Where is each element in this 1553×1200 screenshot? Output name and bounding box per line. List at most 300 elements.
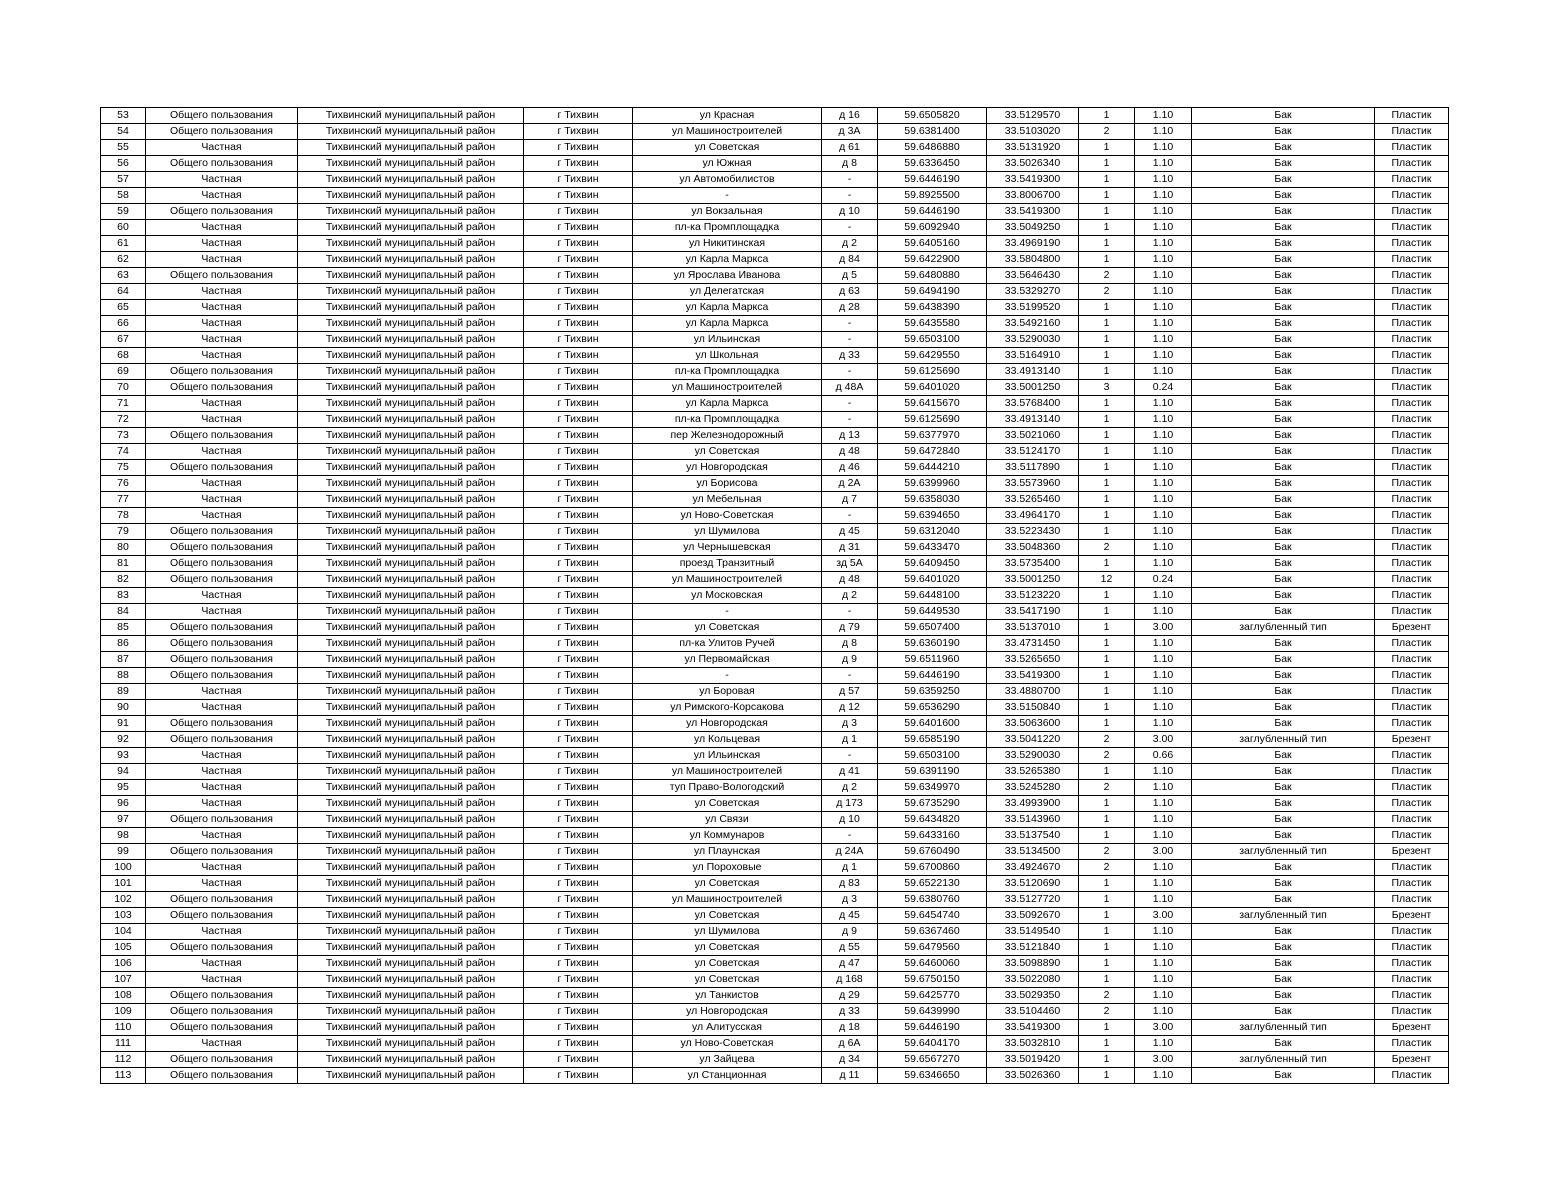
container-count-cell: 1 [1079,636,1135,652]
container-volume-cell: 3.00 [1135,732,1192,748]
settlement-cell: г Тихвин [524,620,633,636]
row-number-cell: 58 [101,188,146,204]
container-volume-cell: 3.00 [1135,844,1192,860]
container-volume-cell: 1.10 [1135,812,1192,828]
latitude-cell: 59.6511960 [878,652,987,668]
table-row [101,940,1449,956]
material-cell: Пластик [1375,876,1449,892]
row-number-cell: 56 [101,156,146,172]
ownership-type-cell: Частная [146,316,298,332]
container-count-cell: 2 [1079,124,1135,140]
container-type-cell: Бак [1192,156,1375,172]
container-count-cell: 1 [1079,476,1135,492]
settlement-cell: г Тихвин [524,1020,633,1036]
latitude-cell: 59.6438390 [878,300,987,316]
container-volume-cell: 1.10 [1135,124,1192,140]
latitude-cell: 59.6415670 [878,396,987,412]
container-count-cell: 1 [1079,316,1135,332]
table-row [101,732,1449,748]
longitude-cell: 33.5804800 [987,252,1079,268]
settlement-cell: г Тихвин [524,204,633,220]
longitude-cell: 33.5137540 [987,828,1079,844]
material-cell: Пластик [1375,556,1449,572]
ownership-type-cell: Частная [146,508,298,524]
ownership-type-cell: Частная [146,300,298,316]
longitude-cell: 33.5164910 [987,348,1079,364]
material-cell: Пластик [1375,796,1449,812]
ownership-type-cell: Частная [146,604,298,620]
street-cell: ул Советская [633,620,822,636]
material-cell: Пластик [1375,204,1449,220]
ownership-type-cell: Частная [146,956,298,972]
container-count-cell: 1 [1079,188,1135,204]
house-cell: д 16 [822,108,878,124]
container-count-cell: 2 [1079,732,1135,748]
table-row [101,892,1449,908]
table-row [101,828,1449,844]
container-type-cell: Бак [1192,572,1375,588]
material-cell: Пластик [1375,700,1449,716]
street-cell: ул Ильинская [633,748,822,764]
house-cell: д 7 [822,492,878,508]
row-number-cell: 72 [101,412,146,428]
settlement-cell: г Тихвин [524,540,633,556]
longitude-cell: 33.5417190 [987,604,1079,620]
ownership-type-cell: Частная [146,332,298,348]
latitude-cell: 59.6446190 [878,1020,987,1036]
house-cell: д 28 [822,300,878,316]
container-volume-cell: 1.10 [1135,348,1192,364]
latitude-cell: 59.6433470 [878,540,987,556]
row-number-cell: 55 [101,140,146,156]
longitude-cell: 33.5646430 [987,268,1079,284]
container-volume-cell: 1.10 [1135,476,1192,492]
settlement-cell: г Тихвин [524,940,633,956]
container-type-cell: Бак [1192,604,1375,620]
row-number-cell: 110 [101,1020,146,1036]
house-cell: - [822,828,878,844]
longitude-cell: 33.5001250 [987,572,1079,588]
container-count-cell: 1 [1079,236,1135,252]
district-cell: Тихвинский муниципальный район [298,796,524,812]
ownership-type-cell: Общего пользования [146,572,298,588]
latitude-cell: 59.6760490 [878,844,987,860]
container-volume-cell: 1.10 [1135,684,1192,700]
street-cell: ул Советская [633,876,822,892]
container-count-cell: 2 [1079,844,1135,860]
container-volume-cell: 0.24 [1135,380,1192,396]
container-count-cell: 1 [1079,524,1135,540]
ownership-type-cell: Частная [146,140,298,156]
container-count-cell: 1 [1079,140,1135,156]
ownership-type-cell: Частная [146,700,298,716]
table-row [101,188,1449,204]
ownership-type-cell: Частная [146,476,298,492]
row-number-cell: 63 [101,268,146,284]
street-cell: ул Южная [633,156,822,172]
table-row [101,172,1449,188]
container-count-cell: 1 [1079,204,1135,220]
latitude-cell: 59.6125690 [878,364,987,380]
district-cell: Тихвинский муниципальный район [298,396,524,412]
container-count-cell: 1 [1079,412,1135,428]
district-cell: Тихвинский муниципальный район [298,316,524,332]
container-type-cell: Бак [1192,636,1375,652]
street-cell: ул Ярослава Иванова [633,268,822,284]
house-cell: д 18 [822,1020,878,1036]
settlement-cell: г Тихвин [524,844,633,860]
ownership-type-cell: Частная [146,252,298,268]
district-cell: Тихвинский муниципальный район [298,1052,524,1068]
latitude-cell: 59.6377970 [878,428,987,444]
house-cell: д 3 [822,892,878,908]
longitude-cell: 33.5419300 [987,1020,1079,1036]
row-number-cell: 85 [101,620,146,636]
street-cell: ул Машиностроителей [633,572,822,588]
house-cell: - [822,220,878,236]
container-type-cell: Бак [1192,764,1375,780]
street-cell: ул Советская [633,956,822,972]
ownership-type-cell: Частная [146,828,298,844]
district-cell: Тихвинский муниципальный район [298,892,524,908]
longitude-cell: 33.5121840 [987,940,1079,956]
latitude-cell: 59.6401020 [878,380,987,396]
container-volume-cell: 1.10 [1135,220,1192,236]
row-number-cell: 97 [101,812,146,828]
latitude-cell: 59.6433160 [878,828,987,844]
material-cell: Пластик [1375,348,1449,364]
row-number-cell: 105 [101,940,146,956]
material-cell: Пластик [1375,1004,1449,1020]
material-cell: Пластик [1375,508,1449,524]
row-number-cell: 93 [101,748,146,764]
settlement-cell: г Тихвин [524,188,633,204]
latitude-cell: 59.6346650 [878,1068,987,1084]
table-row [101,124,1449,140]
row-number-cell: 96 [101,796,146,812]
house-cell: д 31 [822,540,878,556]
settlement-cell: г Тихвин [524,380,633,396]
house-cell: - [822,412,878,428]
container-type-cell: Бак [1192,748,1375,764]
ownership-type-cell: Частная [146,764,298,780]
row-number-cell: 80 [101,540,146,556]
row-number-cell: 86 [101,636,146,652]
longitude-cell: 33.4969190 [987,236,1079,252]
container-count-cell: 1 [1079,1052,1135,1068]
container-type-cell: Бак [1192,236,1375,252]
latitude-cell: 59.6567270 [878,1052,987,1068]
container-type-cell: заглубленный тип [1192,1052,1375,1068]
settlement-cell: г Тихвин [524,524,633,540]
container-volume-cell: 1.10 [1135,892,1192,908]
table-row [101,524,1449,540]
district-cell: Тихвинский муниципальный район [298,684,524,700]
street-cell: ул Плаунская [633,844,822,860]
material-cell: Пластик [1375,988,1449,1004]
latitude-cell: 59.6405160 [878,236,987,252]
longitude-cell: 33.5735400 [987,556,1079,572]
container-type-cell: Бак [1192,396,1375,412]
row-number-cell: 99 [101,844,146,860]
street-cell: ул Пороховые [633,860,822,876]
latitude-cell: 59.6444210 [878,460,987,476]
material-cell: Пластик [1375,476,1449,492]
material-cell: Пластик [1375,780,1449,796]
latitude-cell: 59.6505820 [878,108,987,124]
district-cell: Тихвинский муниципальный район [298,556,524,572]
district-cell: Тихвинский муниципальный район [298,1036,524,1052]
table-row [101,588,1449,604]
row-number-cell: 94 [101,764,146,780]
container-count-cell: 2 [1079,860,1135,876]
material-cell: Брезент [1375,844,1449,860]
ownership-type-cell: Частная [146,348,298,364]
row-number-cell: 69 [101,364,146,380]
row-number-cell: 78 [101,508,146,524]
ownership-type-cell: Общего пользования [146,1004,298,1020]
ownership-type-cell: Общего пользования [146,844,298,860]
house-cell: д 13 [822,428,878,444]
material-cell: Пластик [1375,892,1449,908]
row-number-cell: 76 [101,476,146,492]
table-row [101,300,1449,316]
street-cell: пл-ка Улитов Ручей [633,636,822,652]
longitude-cell: 33.4913140 [987,364,1079,380]
material-cell: Пластик [1375,812,1449,828]
street-cell: пл-ка Промплощадка [633,364,822,380]
container-type-cell: Бак [1192,588,1375,604]
table-row [101,1052,1449,1068]
container-type-cell: Бак [1192,540,1375,556]
container-volume-cell: 1.10 [1135,428,1192,444]
container-volume-cell: 3.00 [1135,1052,1192,1068]
district-cell: Тихвинский муниципальный район [298,636,524,652]
latitude-cell: 59.6401020 [878,572,987,588]
settlement-cell: г Тихвин [524,652,633,668]
container-volume-cell: 1.10 [1135,924,1192,940]
ownership-type-cell: Частная [146,748,298,764]
container-volume-cell: 1.10 [1135,108,1192,124]
row-number-cell: 113 [101,1068,146,1084]
ownership-type-cell: Частная [146,412,298,428]
container-count-cell: 1 [1079,796,1135,812]
district-cell: Тихвинский муниципальный район [298,300,524,316]
table-row [101,604,1449,620]
street-cell: проезд Транзитный [633,556,822,572]
container-count-cell: 1 [1079,588,1135,604]
material-cell: Пластик [1375,268,1449,284]
container-volume-cell: 1.10 [1135,860,1192,876]
settlement-cell: г Тихвин [524,588,633,604]
container-volume-cell: 1.10 [1135,716,1192,732]
district-cell: Тихвинский муниципальный район [298,748,524,764]
district-cell: Тихвинский муниципальный район [298,572,524,588]
street-cell: ул Советская [633,940,822,956]
settlement-cell: г Тихвин [524,1004,633,1020]
longitude-cell: 33.5768400 [987,396,1079,412]
street-cell: ул Никитинская [633,236,822,252]
house-cell: д 33 [822,348,878,364]
container-type-cell: Бак [1192,700,1375,716]
street-cell: ул Школьная [633,348,822,364]
row-number-cell: 112 [101,1052,146,1068]
latitude-cell: 59.6446190 [878,172,987,188]
house-cell: д 55 [822,940,878,956]
settlement-cell: г Тихвин [524,476,633,492]
container-volume-cell: 1.10 [1135,300,1192,316]
street-cell: ул Ново-Советская [633,508,822,524]
ownership-type-cell: Общего пользования [146,892,298,908]
container-volume-cell: 3.00 [1135,1020,1192,1036]
table-row [101,412,1449,428]
material-cell: Пластик [1375,428,1449,444]
row-number-cell: 88 [101,668,146,684]
container-type-cell: Бак [1192,268,1375,284]
container-count-cell: 1 [1079,764,1135,780]
container-count-cell: 1 [1079,252,1135,268]
ownership-type-cell: Частная [146,924,298,940]
longitude-cell: 33.4880700 [987,684,1079,700]
container-count-cell: 1 [1079,300,1135,316]
street-cell: пл-ка Промплощадка [633,220,822,236]
latitude-cell: 59.6494190 [878,284,987,300]
container-type-cell: Бак [1192,652,1375,668]
table-row [101,556,1449,572]
settlement-cell: г Тихвин [524,748,633,764]
material-cell: Пластик [1375,492,1449,508]
material-cell: Пластик [1375,412,1449,428]
material-cell: Пластик [1375,108,1449,124]
settlement-cell: г Тихвин [524,988,633,1004]
row-number-cell: 59 [101,204,146,220]
container-volume-cell: 1.10 [1135,332,1192,348]
table-row [101,700,1449,716]
settlement-cell: г Тихвин [524,1068,633,1084]
street-cell: ул Советская [633,972,822,988]
container-type-cell: Бак [1192,412,1375,428]
house-cell: д 45 [822,908,878,924]
latitude-cell: 59.6092940 [878,220,987,236]
house-cell: - [822,332,878,348]
row-number-cell: 102 [101,892,146,908]
ownership-type-cell: Общего пользования [146,540,298,556]
row-number-cell: 95 [101,780,146,796]
material-cell: Пластик [1375,188,1449,204]
street-cell: ул Машиностроителей [633,124,822,140]
row-number-cell: 111 [101,1036,146,1052]
ownership-type-cell: Частная [146,236,298,252]
latitude-cell: 59.6422900 [878,252,987,268]
settlement-cell: г Тихвин [524,364,633,380]
longitude-cell: 33.5063600 [987,716,1079,732]
container-count-cell: 1 [1079,508,1135,524]
container-type-cell: Бак [1192,428,1375,444]
house-cell: д 83 [822,876,878,892]
ownership-type-cell: Общего пользования [146,156,298,172]
longitude-cell: 33.5104460 [987,1004,1079,1020]
latitude-cell: 59.6700860 [878,860,987,876]
container-volume-cell: 0.24 [1135,572,1192,588]
district-cell: Тихвинский муниципальный район [298,780,524,796]
ownership-type-cell: Общего пользования [146,460,298,476]
container-type-cell: Бак [1192,860,1375,876]
ownership-type-cell: Общего пользования [146,652,298,668]
longitude-cell: 33.5143960 [987,812,1079,828]
material-cell: Пластик [1375,668,1449,684]
latitude-cell: 59.6401600 [878,716,987,732]
table-row [101,284,1449,300]
container-volume-cell: 1.10 [1135,204,1192,220]
longitude-cell: 33.5032810 [987,1036,1079,1052]
container-count-cell: 2 [1079,1004,1135,1020]
district-cell: Тихвинский муниципальный район [298,348,524,364]
house-cell: д 2 [822,780,878,796]
container-type-cell: Бак [1192,828,1375,844]
container-volume-cell: 3.00 [1135,908,1192,924]
ownership-type-cell: Общего пользования [146,268,298,284]
longitude-cell: 33.4964170 [987,508,1079,524]
row-number-cell: 73 [101,428,146,444]
street-cell: ул Мебельная [633,492,822,508]
row-number-cell: 81 [101,556,146,572]
container-volume-cell: 1.10 [1135,1004,1192,1020]
house-cell: д 57 [822,684,878,700]
street-cell: ул Кольцевая [633,732,822,748]
district-cell: Тихвинский муниципальный район [298,668,524,684]
container-type-cell: Бак [1192,348,1375,364]
row-number-cell: 75 [101,460,146,476]
longitude-cell: 33.4993900 [987,796,1079,812]
latitude-cell: 59.6750150 [878,972,987,988]
district-cell: Тихвинский муниципальный район [298,332,524,348]
container-volume-cell: 1.10 [1135,636,1192,652]
settlement-cell: г Тихвин [524,956,633,972]
longitude-cell: 33.5290030 [987,332,1079,348]
street-cell: ул Советская [633,908,822,924]
district-cell: Тихвинский муниципальный район [298,764,524,780]
longitude-cell: 33.5134500 [987,844,1079,860]
ownership-type-cell: Общего пользования [146,556,298,572]
street-cell: ул Новгородская [633,460,822,476]
container-volume-cell: 1.10 [1135,524,1192,540]
row-number-cell: 60 [101,220,146,236]
settlement-cell: г Тихвин [524,908,633,924]
settlement-cell: г Тихвин [524,716,633,732]
longitude-cell: 33.5329270 [987,284,1079,300]
district-cell: Тихвинский муниципальный район [298,124,524,140]
settlement-cell: г Тихвин [524,108,633,124]
latitude-cell: 59.6391190 [878,764,987,780]
ownership-type-cell: Частная [146,284,298,300]
ownership-type-cell: Общего пользования [146,108,298,124]
container-volume-cell: 1.10 [1135,604,1192,620]
table-row [101,460,1449,476]
street-cell: - [633,188,822,204]
settlement-cell: г Тихвин [524,428,633,444]
house-cell: д 61 [822,140,878,156]
container-volume-cell: 1.10 [1135,236,1192,252]
longitude-cell: 33.5127720 [987,892,1079,908]
settlement-cell: г Тихвин [524,860,633,876]
table-row [101,972,1449,988]
container-volume-cell: 1.10 [1135,444,1192,460]
container-type-cell: заглубленный тип [1192,908,1375,924]
latitude-cell: 59.6449530 [878,604,987,620]
settlement-cell: г Тихвин [524,316,633,332]
table-row [101,780,1449,796]
house-cell: д 2А [822,476,878,492]
